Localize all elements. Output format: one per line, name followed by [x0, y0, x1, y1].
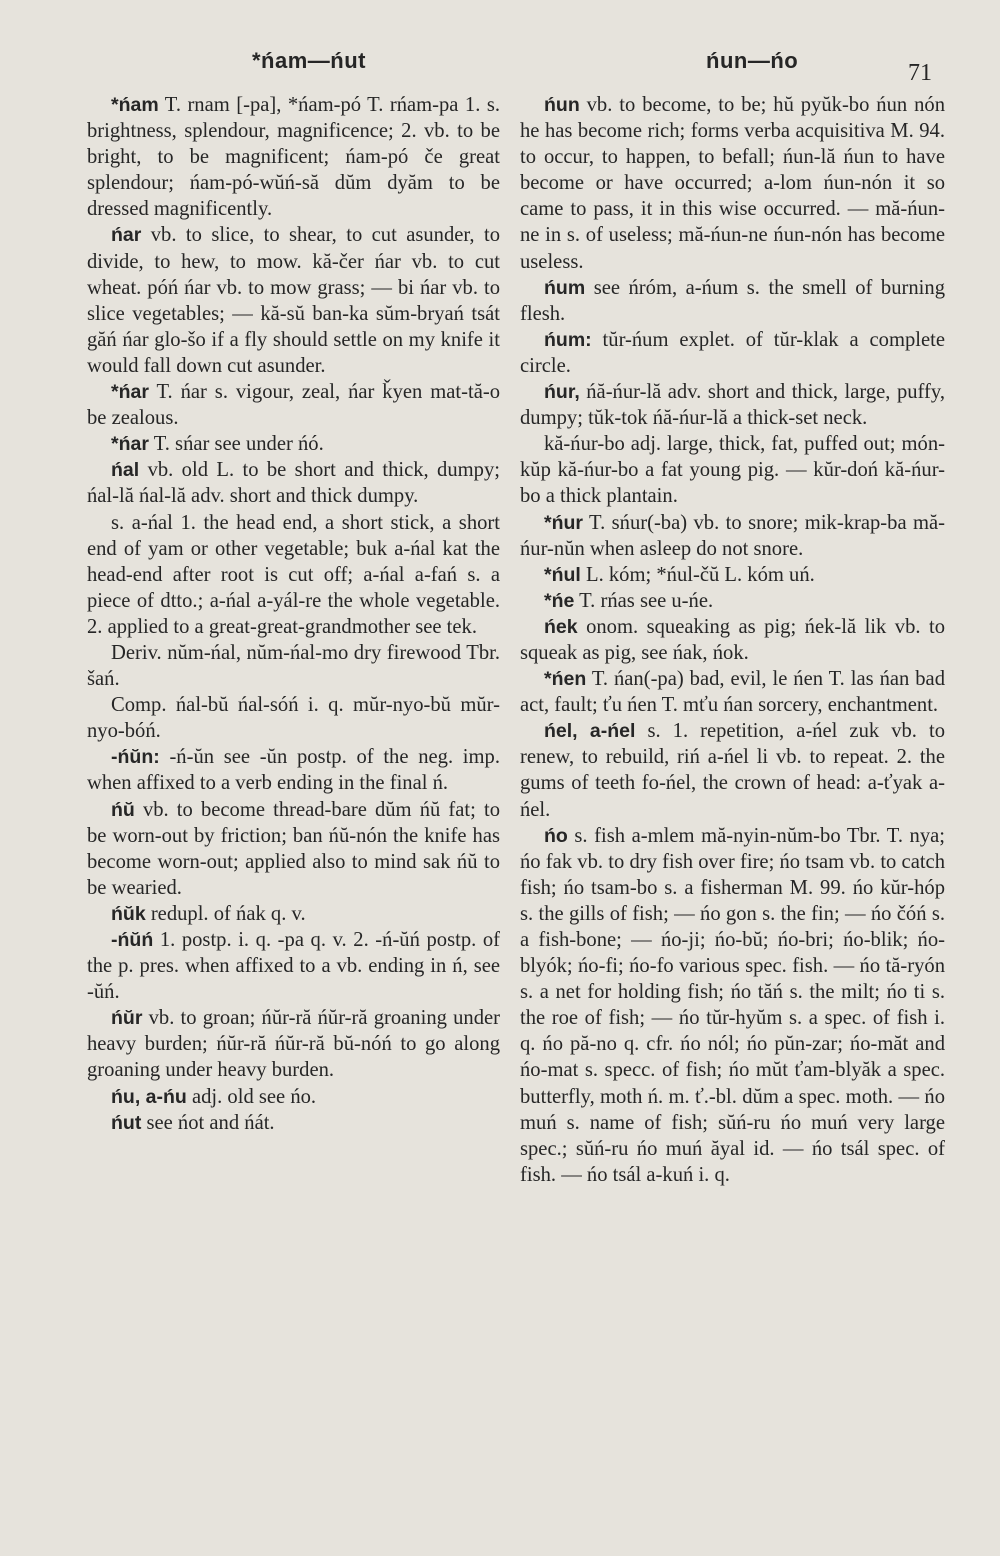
dictionary-entry [87, 744, 500, 796]
entry-headword: -ńŭń [111, 929, 154, 951]
dictionary-entry [87, 457, 500, 509]
page-number: 71 [908, 60, 932, 86]
entry-definition: Comp. ńal-bŭ ńal-sóń i. q. mŭr-nyo-bŭ mŭr-nyo-bóń. [87, 694, 500, 743]
entry-definition: T. ńan(-pa) bad, evil, le ńen T. las ńan bad act, fault; ťu ńen T. mťu ńan sorcery, enchantment. [520, 668, 945, 717]
entry-headword: ńum [544, 276, 586, 299]
dictionary-entry [87, 901, 500, 927]
entry-headword: ńal [111, 459, 140, 482]
entry-definition: see ńot and ńát. [141, 1111, 275, 1134]
entry-headword: ńur, [544, 381, 580, 404]
dictionary-entry [87, 797, 500, 901]
entry-headword: ńum: [544, 328, 592, 351]
entry-definition: ńă-ńur-lă adv. short and thick, large, puffy, dumpy; tŭk-tok ńă-ńur-lă a thick-set neck. [520, 381, 945, 430]
dictionary-entry [520, 379, 945, 431]
dictionary-entry [520, 666, 945, 718]
entry-definition: T. sńar see under ńó. [148, 433, 324, 456]
entry-definition: vb. to slice, to shear, to cut asunder, to divide, to hew, to mow. kă-čer ńar vb. to cut wheat. póń ńar vb. to mow grass; — bi ńar vb. to slice vegetables; — kă-sŭ ban-ka sŭm-bryań tsát găń ńar glo-šo if a fly should settle on my knife it would fall down cut asunder. [87, 224, 500, 377]
entry-definition: s. a-ńal 1. the head end, a short stick, a short end of yam or other vegetable; buk a-ńal kat the head-end after root is cut off; a-ńal a-fań s. a piece of dtto.; a-ńal a-yál-re the whole vegetable. 2. applied to a great-great-grandmother see tek. [87, 511, 500, 638]
entry-headword: *ńul [544, 563, 581, 586]
entry-headword: ńŭk [111, 902, 146, 925]
dictionary-entry [87, 927, 500, 1005]
entry-headword: ńŭ [111, 798, 135, 821]
dictionary-entry [87, 640, 500, 692]
dictionary-entry [87, 692, 500, 744]
running-head-left: *ńam—ńut [252, 48, 366, 73]
dictionary-entry [87, 222, 500, 379]
entry-headword: *ńen [544, 668, 587, 691]
entry-definition: vb. old L. to be short and thick, dumpy; ńal-lă ńal-lă adv. short and thick dumpy. [87, 459, 500, 508]
entry-headword: *ńar [111, 381, 149, 404]
dictionary-entry [87, 510, 500, 640]
entry-headword: ńo [544, 824, 568, 847]
entry-definition: vb. to become, to be; hŭ pyŭk-bo ńun nón he has become rich; forms verba acquisitiva M. 94. to occur, to happen, to befall; ńun-lă ńun to have become or have occurred; a-lom ńun-nón it so came to pass, it in this wise occurred. — mă-ńun-ne in s. of useless; mă-ńun-ne ńun-nón has become useless. [520, 94, 945, 273]
entry-definition: tŭr-ńum explet. of tŭr-klak a complete circle. [520, 328, 945, 377]
dictionary-entry [520, 588, 945, 614]
entry-headword: *ńur [544, 511, 583, 534]
entry-headword: *ńar [111, 433, 149, 456]
dictionary-entry [87, 92, 500, 222]
entry-definition: vb. to become thread-bare dŭm ńŭ fat; to be worn-out by friction; ban ńŭ-nón the knife has become worn-out; applied also to mind sak ńŭ to be wearied. [87, 798, 500, 899]
dictionary-entry [520, 92, 945, 275]
dictionary-entry [520, 562, 945, 588]
entry-definition: vb. to groan; ńŭr-ră ńŭr-ră groaning under heavy burden; ńŭr-ră ńŭr-ră bŭ-nóń to go along groaning under heavy burden. [87, 1007, 500, 1082]
dictionary-entry [520, 823, 945, 1188]
entry-headword: ńel, a-ńel [544, 720, 636, 743]
entry-headword: *ńe [544, 589, 575, 612]
entry-headword: ńar [111, 224, 142, 247]
dictionary-entry [520, 614, 945, 666]
entry-definition: T. rńas see u-ńe. [574, 589, 714, 612]
left-column [87, 92, 500, 1136]
entry-headword: ńek [544, 615, 578, 638]
dictionary-entry [520, 275, 945, 327]
entry-definition: L. kóm; *ńul-čŭ L. kóm uń. [580, 563, 815, 586]
entry-headword: ńun [544, 94, 580, 116]
entry-headword: ńut [111, 1111, 142, 1134]
entry-definition: s. 1. repetition, a-ńel zuk vb. to renew, to rebuild, riń a-ńel li vb. to repeat. 2. the gums of teeth fo-ńel, the crown of head: a-ťyak a-ńel. [520, 720, 945, 821]
running-head-right: ńun—ńo [706, 48, 799, 73]
entry-definition: s. fish a-mlem mă-nyin-nŭm-bo Tbr. T. nya; ńo fak vb. to dry fish over fire; ńo tsam vb. to catch fish; ńo tsam-bo s. a fisherman M. 99. ńo kŭr-hóp s. the gills of fish; — ńo gon s. the fin; — ńo čóń s. a fish-bone; — ńo-ji; ńo-bŭ; ńo-bri; ńo-blik; ńo-blyók; ńo-fi; ńo-fo various spec. fish. — ńo tă-ryón s. a net for holding fish; ńo tăń s. the milt; ńo ti s. the roe of fish; — ńo tŭr-hyŭm s. a spec. of fish i. q. ńo pă-no q. cfr. ńo nól; ńo pŭn-zar; ńo-măt and ńo-mat s. specc. of fish; ńo mŭt ťam-blyăk a spec. butterfly, moth ń. m. ť.-bl. dŭm a spec. moth. — ńo muń s. name of fish; sŭń-ru ńo muń very large spec.; sŭń-ru ńo muń ăyal id. — ńo tsál spec. of fish. — ńo tsál a-kuń i. q. [520, 824, 945, 1186]
entry-headword: -ńŭn: [111, 746, 160, 769]
entry-definition: -ń-ŭn see -ŭn postp. of the neg. imp. when affixed to a verb ending in the final ń. [87, 746, 500, 795]
entry-headword: ńŭr [111, 1007, 143, 1030]
entry-definition: T. rnam [-pa], *ńam-pó T. rńam-pa 1. s. brightness, splendour, magnificence; 2. vb. to be bright, to be magnificent; ńam-pó če great splendour; ńam-pó-wŭń-să dŭm dyăm to be dressed magnificently. [87, 94, 500, 221]
dictionary-entry [520, 510, 945, 562]
dictionary-entry [87, 1110, 500, 1136]
entry-definition: T. sńur(-ba) vb. to snore; mik-krap-ba mă-ńur-nŭn when asleep do not snore. [520, 511, 945, 560]
entry-definition: Deriv. nŭm-ńal, nŭm-ńal-mo dry firewood Tbr. šań. [87, 641, 500, 691]
dictionary-entry [87, 1084, 500, 1110]
entry-headword: *ńam [111, 94, 159, 116]
dictionary-entry [520, 327, 945, 379]
entry-definition: onom. squeaking as pig; ńek-lă lik vb. to squeak as pig, see ńak, ńok. [520, 615, 945, 664]
entry-definition: 1. postp. i. q. -pa q. v. 2. -ń-ŭń postp. of the p. pres. when affixed to a vb. ending in ń, see -ŭń. [87, 929, 500, 1004]
dictionary-entry [87, 431, 500, 457]
entry-definition: adj. old see ńo. [186, 1085, 317, 1108]
dictionary-entry [87, 379, 500, 431]
right-column [520, 92, 945, 1188]
dictionary-entry [87, 1005, 500, 1083]
entry-headword: ńu, a-ńu [111, 1085, 187, 1108]
entry-definition: kă-ńur-bo adj. large, thick, fat, puffed out; món-kŭp kă-ńur-bo a fat young pig. — kŭr-doń kă-ńur-bo a thick plantain. [520, 433, 945, 508]
dictionary-entry [520, 718, 945, 822]
entry-definition: T. ńar s. vigour, zeal, ńar ǩyen mat-tă-o be zealous. [87, 381, 500, 430]
entry-definition: redupl. of ńak q. v. [145, 902, 306, 925]
dictionary-entry [520, 431, 945, 509]
entry-definition: see ńróm, a-ńum s. the smell of burning flesh. [520, 276, 945, 325]
